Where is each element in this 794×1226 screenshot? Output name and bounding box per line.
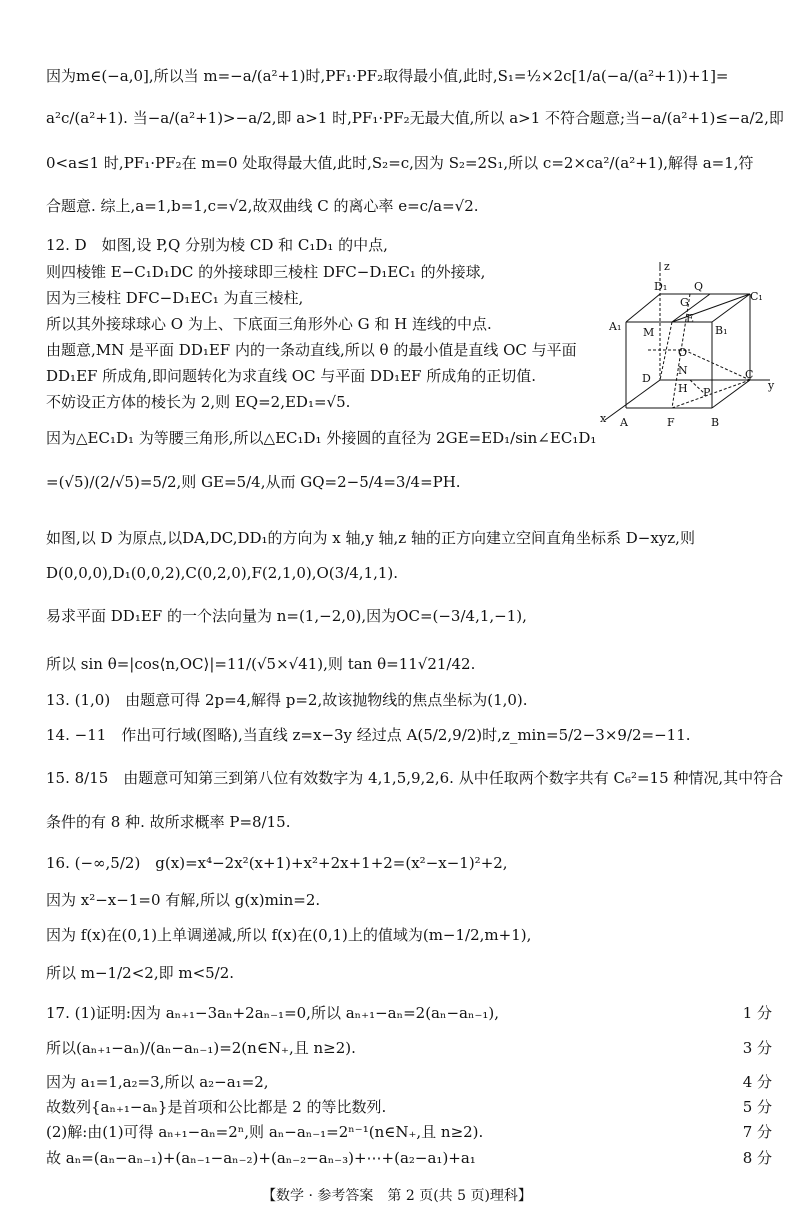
text-line: 12. D 如图,设 P,Q 分别为棱 CD 和 C₁D₁ 的中点, (46, 236, 388, 254)
cube-figure (600, 260, 780, 429)
text-line: 则四棱锥 E−C₁D₁DC 的外接球即三棱柱 DFC−D₁EC₁ 的外接球, (46, 263, 486, 281)
figure-label: A (620, 416, 628, 429)
score-label: 3 分 (742, 1039, 772, 1057)
q17-line: 故 aₙ=(aₙ−aₙ₋₁)+(aₙ₋₁−aₙ₋₂)+(aₙ₋₂−aₙ₋₃)+⋯+(a₂−a₁)+a₁ (46, 1149, 476, 1167)
text-line: a²c/(a²+1). 当−a/(a²+1)>−a/2,即 a>1 时,PF₁·PF₂无最大值,所以 a>1 不符合题意;当−a/(a²+1)≤−a/2,即 (46, 109, 784, 127)
figure-label: D₁ (654, 280, 668, 293)
figure-label: H (678, 382, 688, 395)
text-line: 所以 sin θ=|cos⟨n,OC⟩|=11/(√5×√41),则 tan θ=11√21/42. (46, 655, 476, 673)
text-line: 所以其外接球球心 O 为上、下底面三角形外心 G 和 H 连线的中点. (46, 315, 492, 333)
figure-label: P (703, 386, 711, 399)
q17-line: 故数列{aₙ₊₁−aₙ}是首项和公比都是 2 的等比数列. (46, 1098, 387, 1116)
text-line: 16. (−∞,5/2) g(x)=x⁴−2x²(x+1)+x²+2x+1+2=(x²−x−1)²+2, (46, 854, 508, 872)
figure-label: F (667, 416, 675, 429)
page-footer: 【数学 · 参考答案 第 2 页(共 5 页)理科】 (262, 1188, 532, 1204)
text-line: DD₁EF 所成角,即问题转化为求直线 OC 与平面 DD₁EF 所成角的正切值. (46, 367, 536, 385)
text-line: 15. 8/15 由题意可知第三到第八位有效数字为 4,1,5,9,2,6. 从中任取两个数字共有 C₆²=15 种情况,其中符合 (46, 769, 784, 787)
text-line: D(0,0,0),D₁(0,0,2),C(0,2,0),F(2,1,0),O(3/4,1,1). (46, 564, 399, 582)
figure-label: B₁ (715, 324, 728, 337)
text-line: 所以 m−1/2<2,即 m<5/2. (46, 964, 235, 982)
figure-label: A₁ (609, 320, 622, 333)
text-line: =(√5)/(2/√5)=5/2,则 GE=5/4,从而 GQ=2−5/4=3/4=PH. (46, 473, 461, 491)
q17-line: 因为 a₁=1,a₂=3,所以 a₂−a₁=2, (46, 1073, 269, 1091)
text-line: 因为 x²−x−1=0 有解,所以 g(x)min=2. (46, 891, 321, 909)
text-line: 合题意. 综上,a=1,b=1,c=√2,故双曲线 C 的离心率 e=c/a=√2. (46, 197, 479, 215)
score-label: 7 分 (742, 1123, 772, 1141)
q17-line: 所以(aₙ₊₁−aₙ)/(aₙ−aₙ₋₁)=2(n∈N₊,且 n≥2). (46, 1039, 356, 1057)
score-label: 5 分 (742, 1098, 772, 1116)
text-line: 因为△EC₁D₁ 为等腰三角形,所以△EC₁D₁ 外接圆的直径为 2GE=ED₁/sin∠EC₁D₁ (46, 429, 597, 447)
score-label: 8 分 (742, 1149, 772, 1167)
figure-label: M (643, 326, 655, 339)
text-line: 因为 f(x)在(0,1)上单调递减,所以 f(x)在(0,1)上的值域为(m−1/2,m+1), (46, 926, 532, 944)
text-line: 因为三棱柱 DFC−D₁EC₁ 为直三棱柱, (46, 289, 304, 307)
text-line: 如图,以 D 为原点,以DA,DC,DD₁的方向为 x 轴,y 轴,z 轴的正方向建立空间直角坐标系 D−xyz,则 (46, 529, 695, 547)
q17-line: 17. (1)证明:因为 aₙ₊₁−3aₙ+2aₙ₋₁=0,所以 aₙ₊₁−aₙ=2(aₙ−aₙ₋₁), (46, 1004, 500, 1022)
text-line: 由题意,MN 是平面 DD₁EF 内的一条动直线,所以 θ 的最小值是直线 OC 与平面 (46, 341, 577, 359)
figure-label: O (678, 346, 688, 359)
figure-label: N (678, 364, 688, 377)
text-line: 不妨设正方体的棱长为 2,则 EQ=2,ED₁=√5. (46, 393, 351, 411)
text-line: 条件的有 8 种. 故所求概率 P=8/15. (46, 813, 291, 831)
q17-line: (2)解:由(1)可得 aₙ₊₁−aₙ=2ⁿ,则 aₙ−aₙ₋₁=2ⁿ⁻¹(n∈N₊,且 n≥2). (46, 1123, 484, 1141)
figure-label: E (686, 312, 695, 325)
figure-label: C (745, 368, 754, 381)
text-line: 因为m∈(−a,0],所以当 m=−a/(a²+1)时,PF₁·PF₂取得最小值,此时,S₁=½×2c[1/a(−a/(a²+1))+1]= (46, 67, 729, 85)
figure-label: z (664, 260, 670, 273)
text-line: 0<a≤1 时,PF₁·PF₂在 m=0 处取得最大值,此时,S₂=c,因为 S₂=2S₁,所以 c=2×ca²/(a²+1),解得 a=1,符 (46, 154, 754, 172)
figure-label: B (711, 416, 720, 429)
text-line: 13. (1,0) 由题意可得 2p=4,解得 p=2,故该抛物线的焦点坐标为(1,0). (46, 691, 528, 709)
score-label: 1 分 (742, 1004, 772, 1022)
text-line: 14. −11 作出可行域(图略),当直线 z=x−3y 经过点 A(5/2,9/2)时,z_min=5/2−3×9/2=−11. (46, 726, 691, 744)
figure-label: C₁ (750, 290, 763, 303)
figure-label: x (600, 412, 607, 425)
figure-label: y (768, 379, 775, 392)
figure-label: Q (694, 280, 704, 293)
text-line: 易求平面 DD₁EF 的一个法向量为 n=(1,−2,0),因为OC=(−3/4,1,−1), (46, 607, 527, 625)
figure-label: D (642, 372, 651, 385)
score-label: 4 分 (742, 1073, 772, 1091)
figure-label: G (680, 296, 689, 309)
